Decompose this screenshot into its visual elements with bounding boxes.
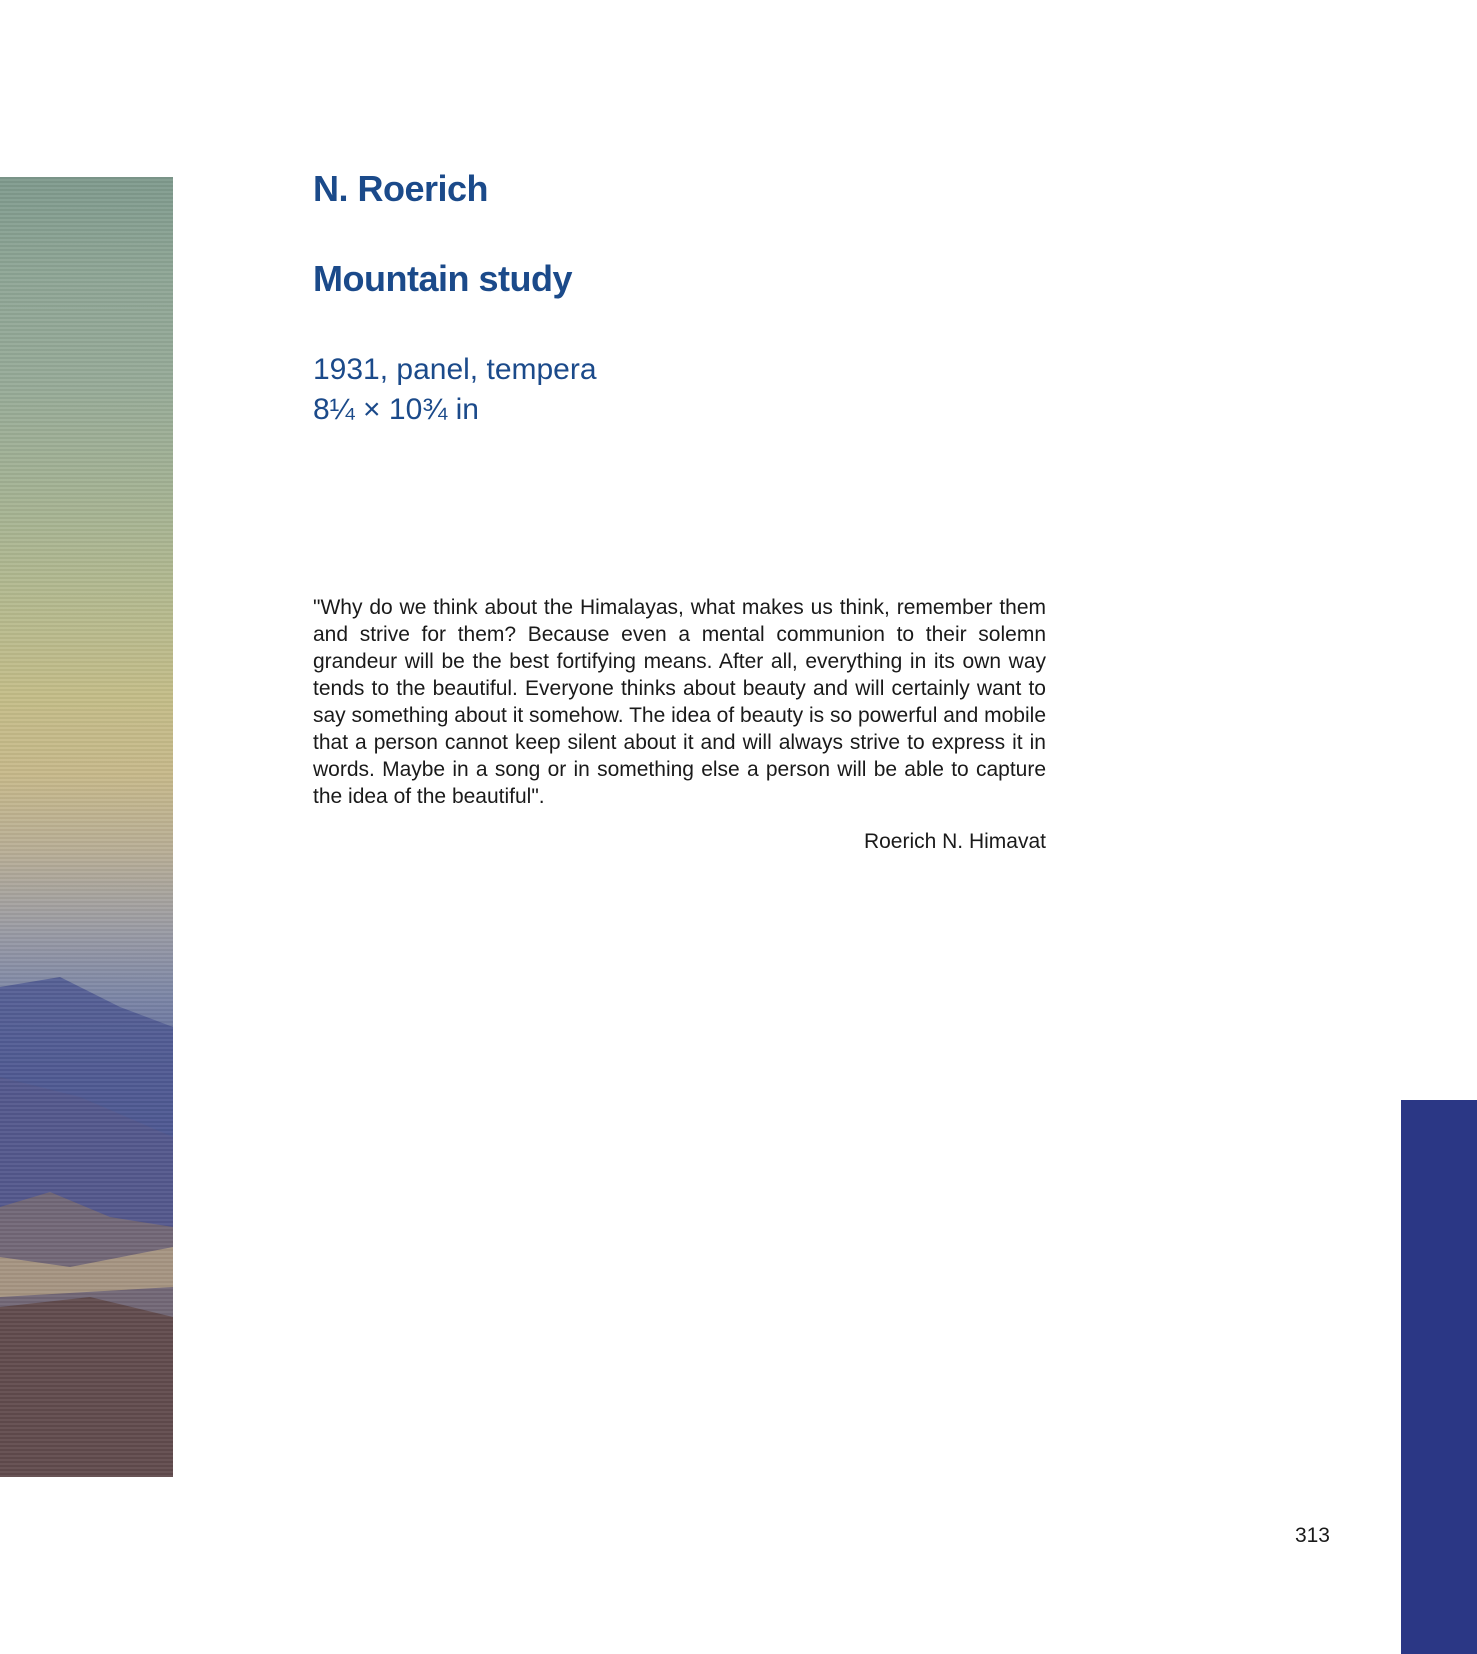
page-number: 313 [1294, 1524, 1330, 1547]
year-medium: 1931, panel, tempera [313, 353, 597, 386]
dimensions: 8¼ × 10¾ in [313, 393, 479, 426]
quote-text: "Why do we think about the Himalayas, what makes us think, remember them and strive for them? Because even a mental communion to their solemn grandeur will be the best fortifying means. After all, everything in its own way tends to the beautiful. Everyone thinks about beauty and will certainly want to say something about it somehow. The idea of beauty is so powerful and mobile that a person cannot keep silent about it and will always strive to express it in words. Maybe in a song or in something else a person will be able to capture the idea of the beautiful". [313, 596, 1046, 808]
painting-detail-image [0, 177, 173, 1477]
artwork-title: Mountain study [313, 258, 572, 299]
quote-attribution: Roerich N. Himavat [863, 830, 1046, 853]
decorative-side-bar [1401, 1100, 1477, 1654]
artwork-details [313, 350, 1046, 430]
artist-name: N. Roerich [313, 168, 489, 209]
